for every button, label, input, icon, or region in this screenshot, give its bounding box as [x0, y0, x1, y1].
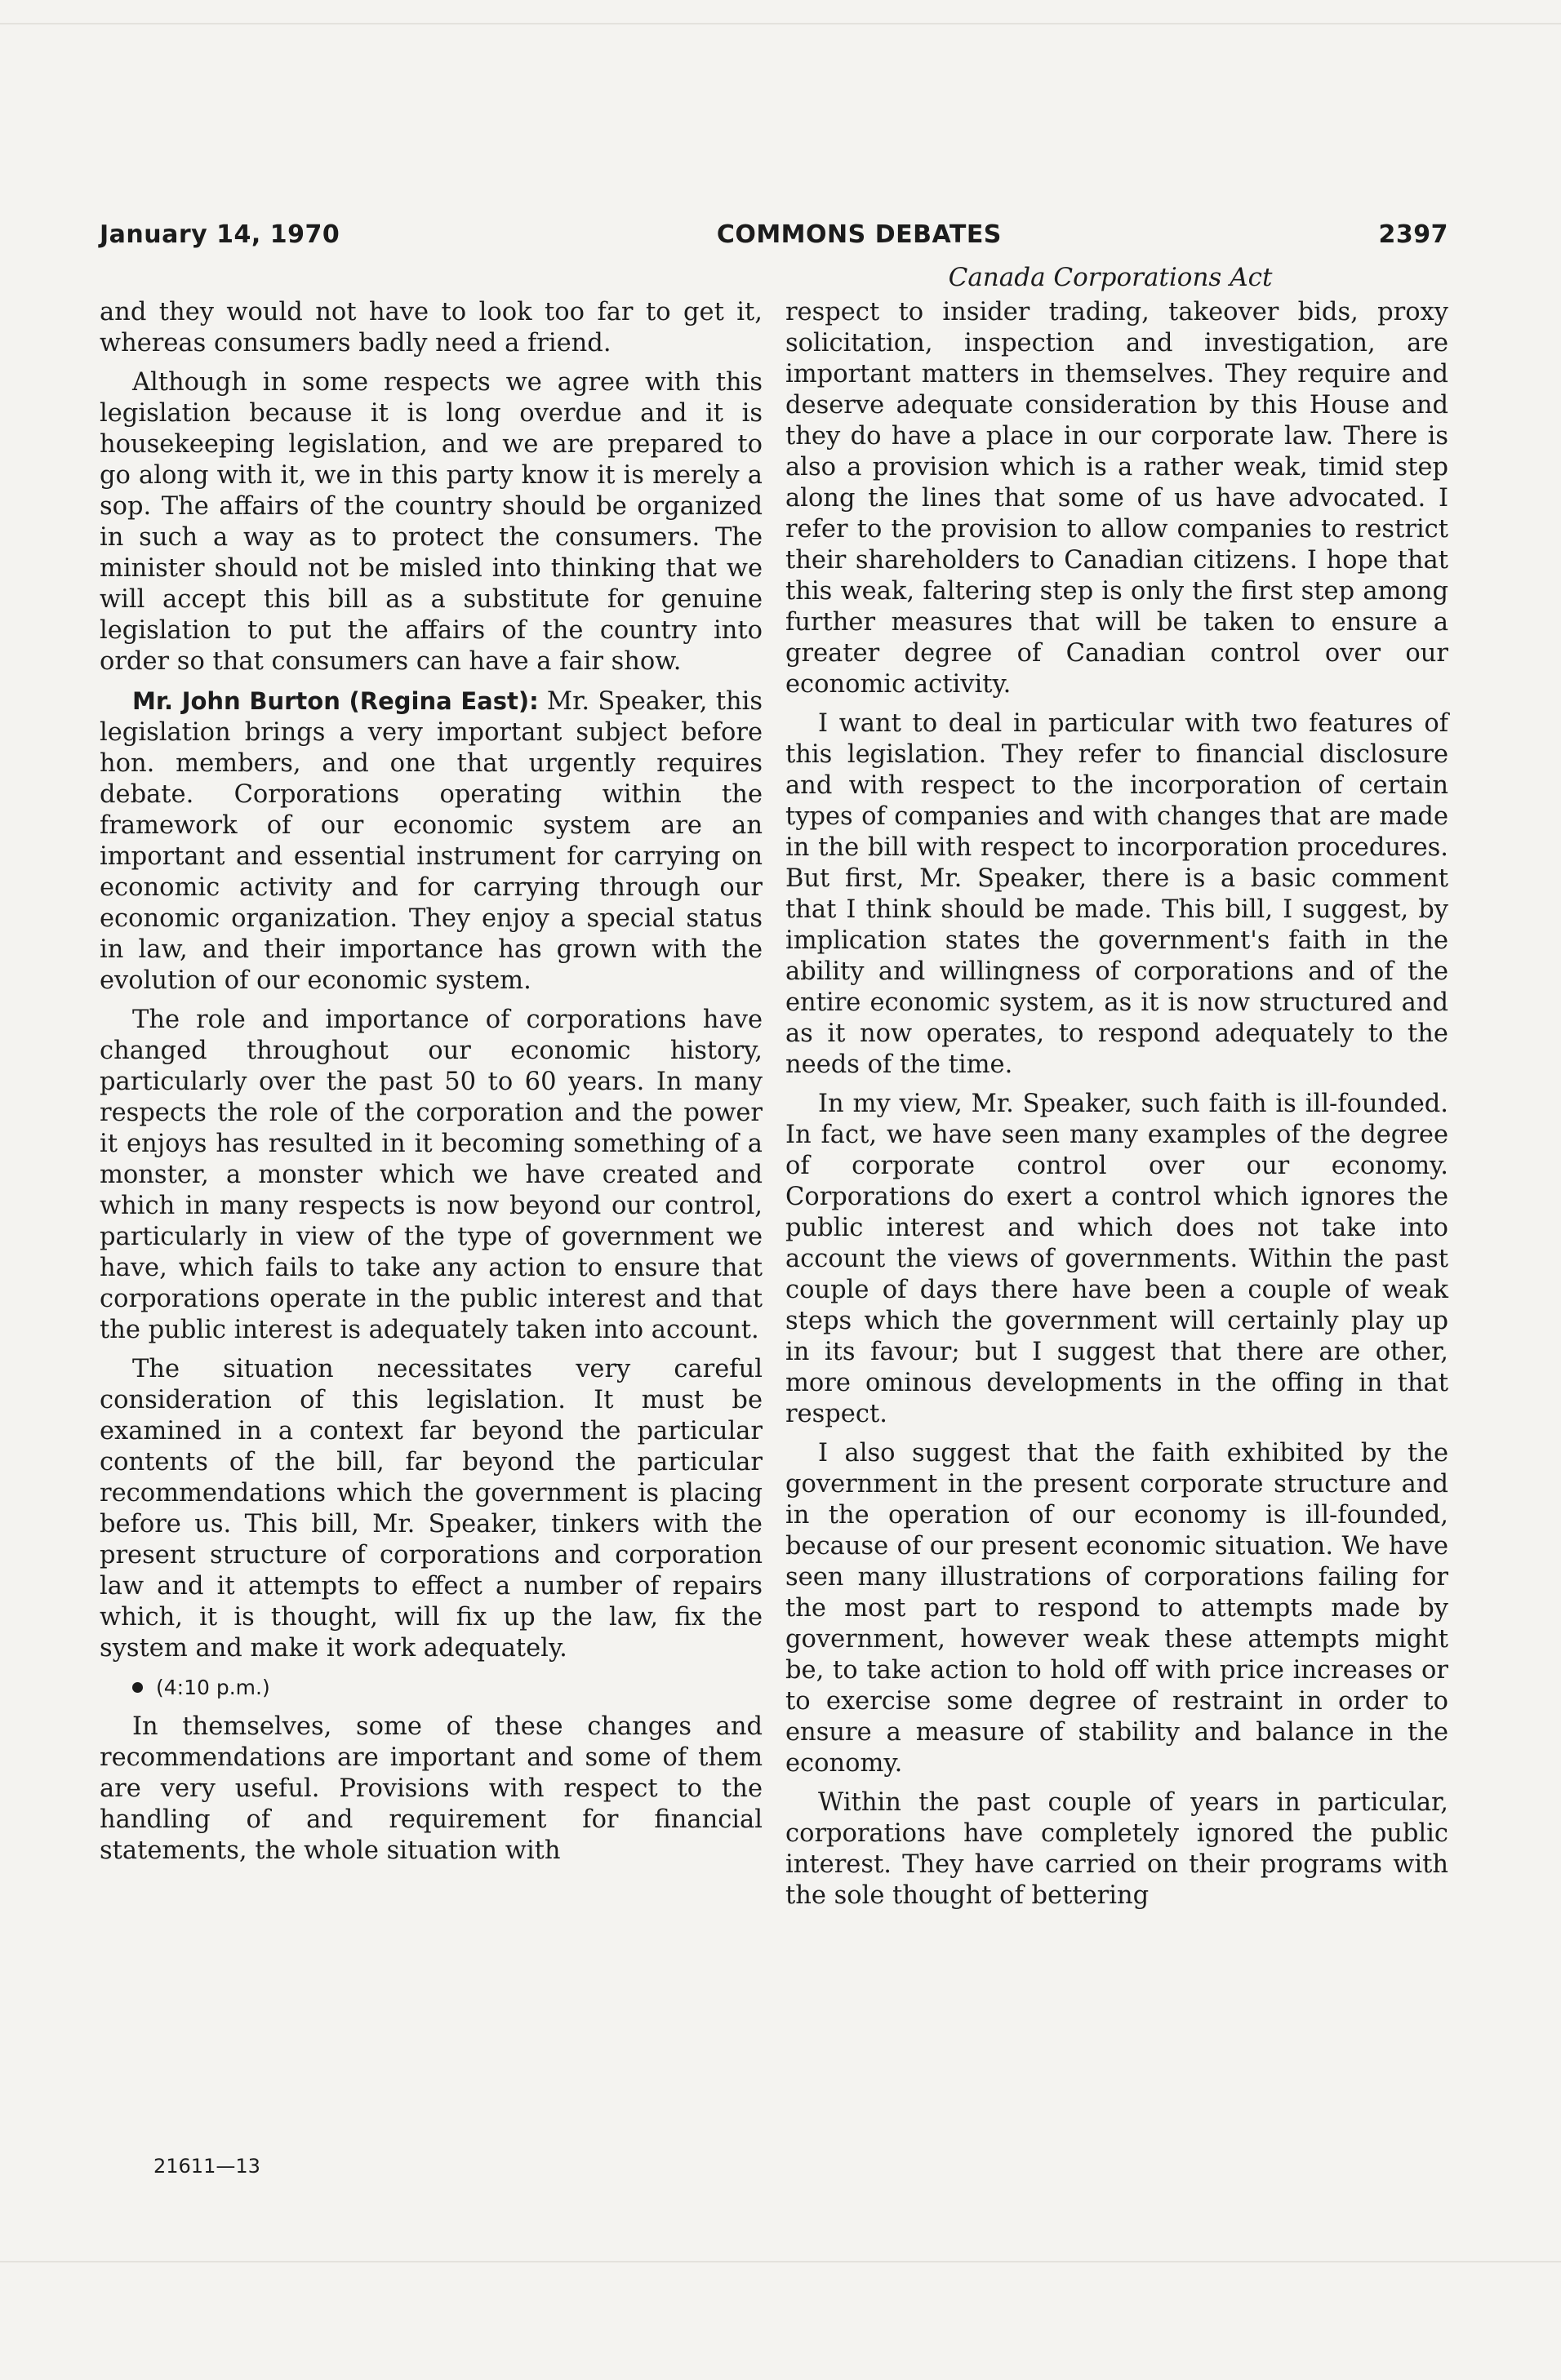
- paragraph: respect to insider trading, takeover bids, proxy solicitation, inspection and investigation, are important matters in themselves. They require and deserve adequate consideration by this House and they do have a place in our corporate law. There is also a provision which is a rather weak, timid step along the lines that some of us have advocated. I refer to the provision to allow companies to restrict their shareholders to Canadian citizens. I hope that this weak, faltering step is only the first step among further measures that will be taken to ensure a greater degree of Canadian control over our economic activity.: [785, 298, 1448, 699]
- paragraph: and they would not have to look too far to get it, whereas consumers badly need a friend.: [100, 298, 763, 357]
- scan-edge-bottom: [0, 2261, 1561, 2262]
- bullet-icon: [132, 1682, 143, 1693]
- page-header: [100, 220, 1448, 261]
- paragraph: The situation necessitates very careful consideration of this legislation. It must be examined in a context far beyond the particular contents of the bill, far beyond the particular recommendations which the government is placing before us. This bill, Mr. Speaker, tinkers with the present structure of corporations and corporation law and it attempts to effect a number of repairs which, it is thought, will fix up the law, fix the system and make it work adequately.: [100, 1355, 763, 1663]
- speaker-name: Mr. John Burton (Regina East):: [132, 687, 539, 715]
- header-title: COMMONS DEBATES: [716, 220, 1002, 249]
- paragraph: I also suggest that the faith exhibited by the government in the present corporate structure and in the operation of our economy is ill-founded, because of our present economic situation. We have seen many illustrations of corporations failing for the most part to respond to attempts made by government, however weak these attempts might be, to take action to hold off with price increases or to exercise some degree of restraint in order to ensure a measure of stability and balance in the economy.: [785, 1439, 1448, 1778]
- paragraph: In my view, Mr. Speaker, such faith is ill-founded. In fact, we have seen many examples of the degree of corporate control over our economy. Corporations do exert a control which ignores the public interest and which does not take into account the views of governments. Within the past couple of days there have been a couple of weak steps which the government will certainly play up in its favour; but I suggest that there are other, more ominous developments in the offing in that respect.: [785, 1090, 1448, 1428]
- speech-text: Mr. Speaker, this legislation brings a very important subject before hon. members, and one that urgently requires debate. Corporations operating within the framework of our economic system are an important and essential instrument for carrying on economic activity and for carrying through our economic organization. They enjoy a special status in law, and their importance has grown with the evolution of our economic system.: [100, 687, 763, 995]
- scan-edge-top: [0, 23, 1561, 24]
- footer-code: 21611—13: [153, 2155, 260, 2178]
- paragraph: In themselves, some of these changes and recommendations are important and some of them are very useful. Provisions with respect to the handling of and requirement for financial statements, the whole situation with: [100, 1712, 763, 1865]
- right-column: [785, 297, 1448, 1920]
- paragraph: I want to deal in particular with two features of this legislation. They refer to financial disclosure and with respect to the incorporation of certain types of companies and with changes that are made in the bill with respect to incorporation procedures. But first, Mr. Speaker, there is a basic comment that I think should be made. This bill, I suggest, by implication states the government's faith in the ability and willingness of corporations and of the entire economic system, as it is now structured and as it now operates, to respond adequately to the needs of the time.: [785, 709, 1448, 1079]
- timestamp: [100, 1672, 763, 1703]
- paragraph: Although in some respects we agree with this legislation because it is long overdue and it is housekeeping legislation, and we are prepared to go along with it, we in this party know it is merely a sop. The affairs of the country should be organized in such a way as to protect the consumers. The minister should not be misled into thinking that we will accept this bill as a substitute for genuine legislation to put the affairs of the country into order so that consumers can have a fair show.: [100, 368, 763, 676]
- speech-paragraph: [100, 686, 763, 997]
- left-column: [100, 297, 763, 1875]
- header-date: January 14, 1970: [100, 220, 340, 249]
- section-subtitle: Canada Corporations Act: [948, 263, 1273, 292]
- timestamp-text: (4:10 p.m.): [156, 1676, 270, 1699]
- header-page-number: 2397: [1378, 220, 1448, 249]
- paragraph: Within the past couple of years in particular, corporations have completely ignored the public interest. They have carried on their programs with the sole thought of bettering: [785, 1788, 1448, 1910]
- paragraph: The role and importance of corporations have changed throughout our economic history, particularly over the past 50 to 60 years. In many respects the role of the corporation and the power it enjoys has resulted in it becoming something of a monster, a monster which we have created and which in many respects is now beyond our control, particularly in view of the type of government we have, which fails to take any action to ensure that corporations operate in the public interest and that the public interest is adequately taken into account.: [100, 1006, 763, 1344]
